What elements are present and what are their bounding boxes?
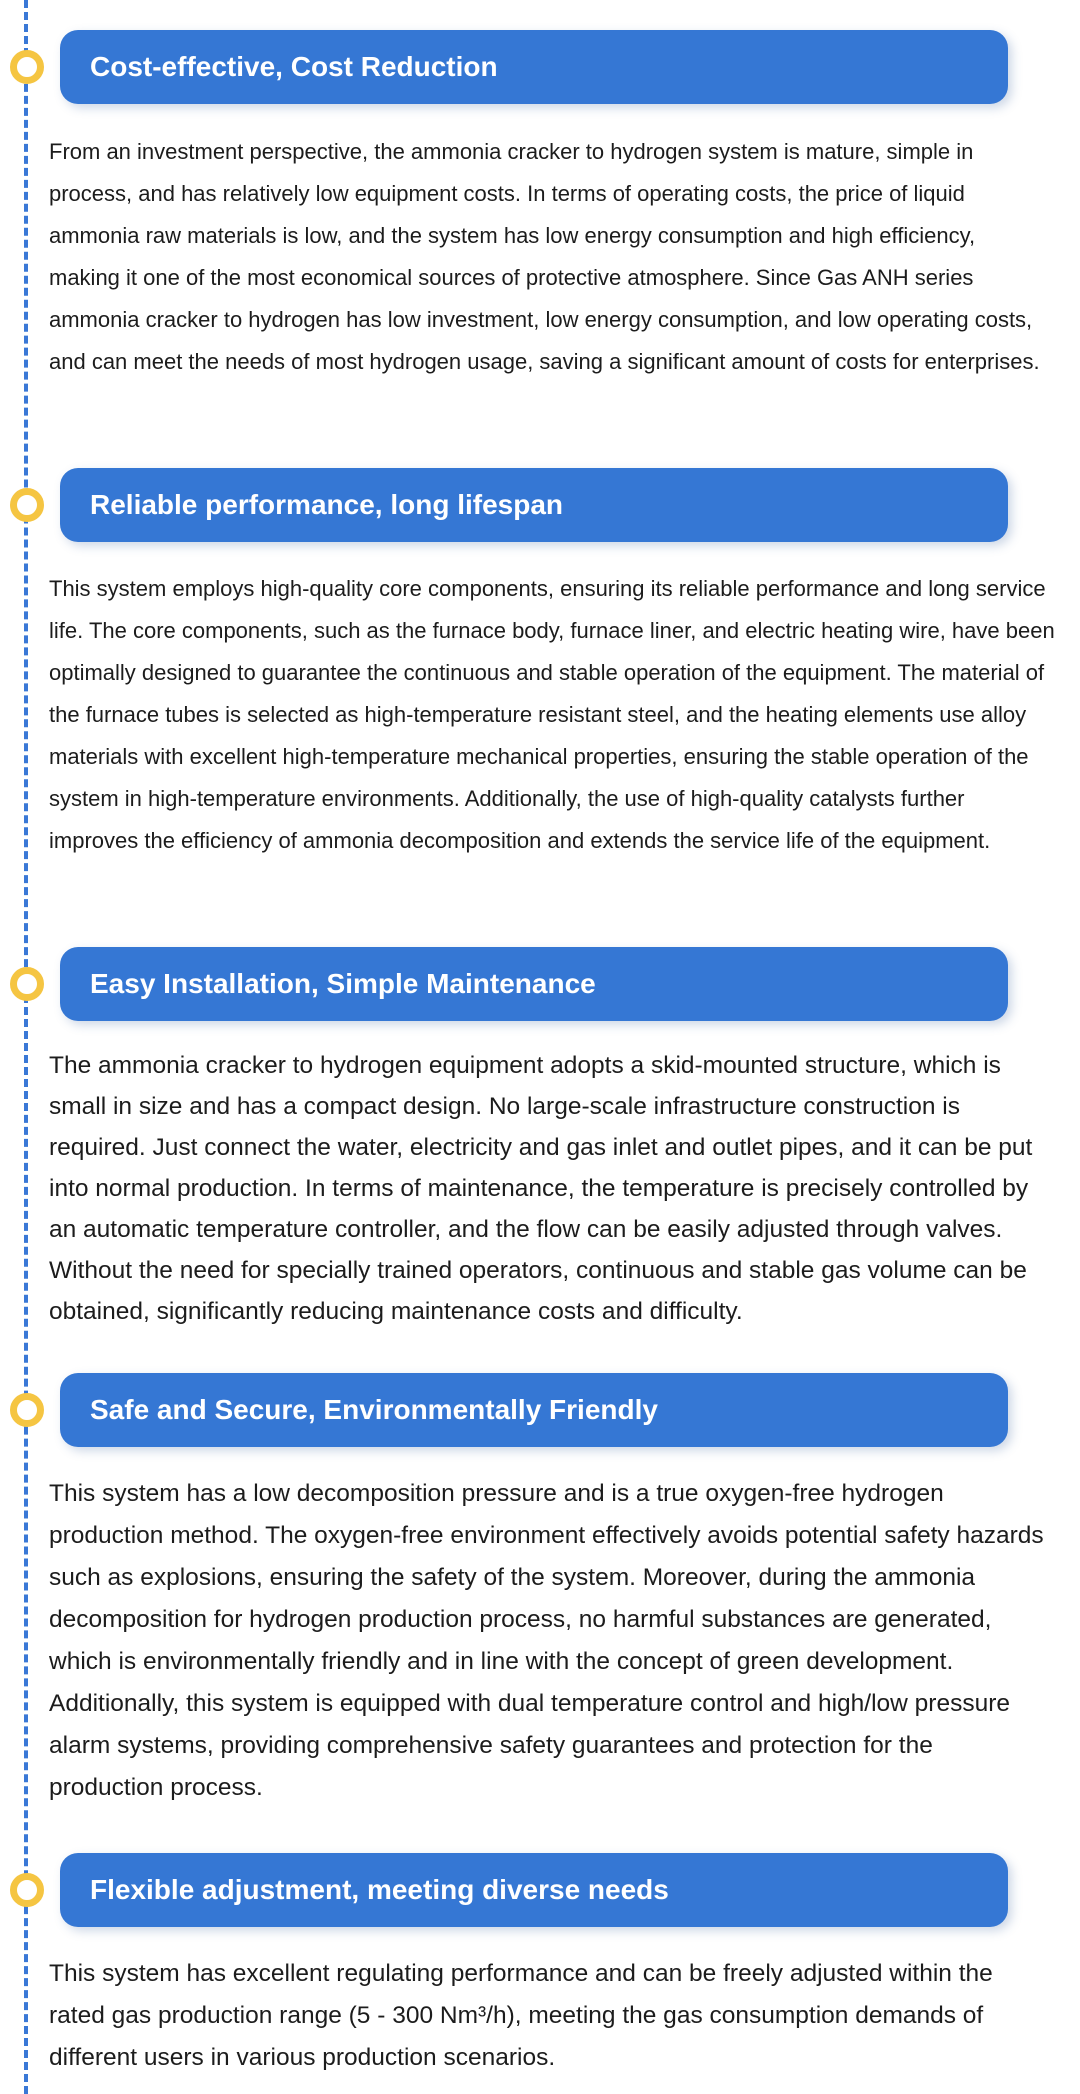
timeline-line [24,0,28,2094]
section-body: The ammonia cracker to hydrogen equipment adopts a skid-mounted structure, which is small in size and has a compact design. No large-scale infrastructure construction is required. Just connect the water, electricity and gas inlet and outlet pipes, and it can be put into normal production. In terms of maintenance, the temperature is precisely controlled by an automatic temperature controller, and the flow can be easily adjusted through valves. Without the need for specially trained operators, continuous and stable gas volume can be obtained, significantly reducing maintenance costs and difficulty. [49,1052,1033,1325]
section-title: Reliable performance, long lifespan [90,489,564,520]
section-body: This system has a low decomposition pressure and is a true oxygen-free hydrogen production method. The oxygen-free environment effectively avoids potential safety hazards such as explosions, ensuring the safety of the system. Moreover, during the ammonia decomposition for hydrogen production process, no harmful substances are generated, which is environmentally friendly and in line with the concept of green development. Additionally, this system is equipped with dual temperature control and high/low pressure alarm systems, providing comprehensive safety guarantees and protection for the production process. [49,1480,1044,1801]
timeline-marker-icon [10,1873,44,1907]
timeline-marker-icon [10,488,44,522]
timeline-marker-icon [10,967,44,1001]
section-heading-bar [60,1373,1008,1447]
section-body: This system has excellent regulating performance and can be freely adjusted within the rated gas production range (5 - 300 Nm³/h), meeting the gas consumption demands of different users in various production scenarios. [49,1960,993,2071]
section-heading-bar [60,468,1008,542]
section-body: From an investment perspective, the ammonia cracker to hydrogen system is mature, simple in process, and has relatively low equipment costs. In terms of operating costs, the price of liquid ammonia raw materials is low, and the system has low energy consumption and high efficiency, making it one of the most economical sources of protective atmosphere. Since Gas ANH series ammonia cracker to hydrogen has low investment, low energy consumption, and low operating costs, and can meet the needs of most hydrogen usage, saving a significant amount of costs for enterprises. [49,139,1040,374]
timeline-marker-icon [10,1393,44,1427]
section-heading-bar [60,947,1008,1021]
section-body: This system employs high-quality core components, ensuring its reliable performance and long service life. The core components, such as the furnace body, furnace liner, and electric heating wire, have been optimally designed to guarantee the continuous and stable operation of the equipment. The material of the furnace tubes is selected as high-temperature resistant steel, and the heating elements use alloy materials with excellent high-temperature mechanical properties, ensuring the stable operation of the system in high-temperature environments. Additionally, the use of high-quality catalysts further improves the efficiency of ammonia decomposition and extends the service life of the equipment. [49,576,1055,853]
section-heading-bar [60,30,1008,104]
section-title: Easy Installation, Simple Maintenance [90,968,596,999]
section-title: Safe and Secure, Environmentally Friendly [90,1394,658,1425]
section-heading-bar [60,1853,1008,1927]
section-title: Flexible adjustment, meeting diverse needs [90,1874,669,1905]
timeline-marker-icon [10,50,44,84]
section-title: Cost-effective, Cost Reduction [90,51,498,82]
